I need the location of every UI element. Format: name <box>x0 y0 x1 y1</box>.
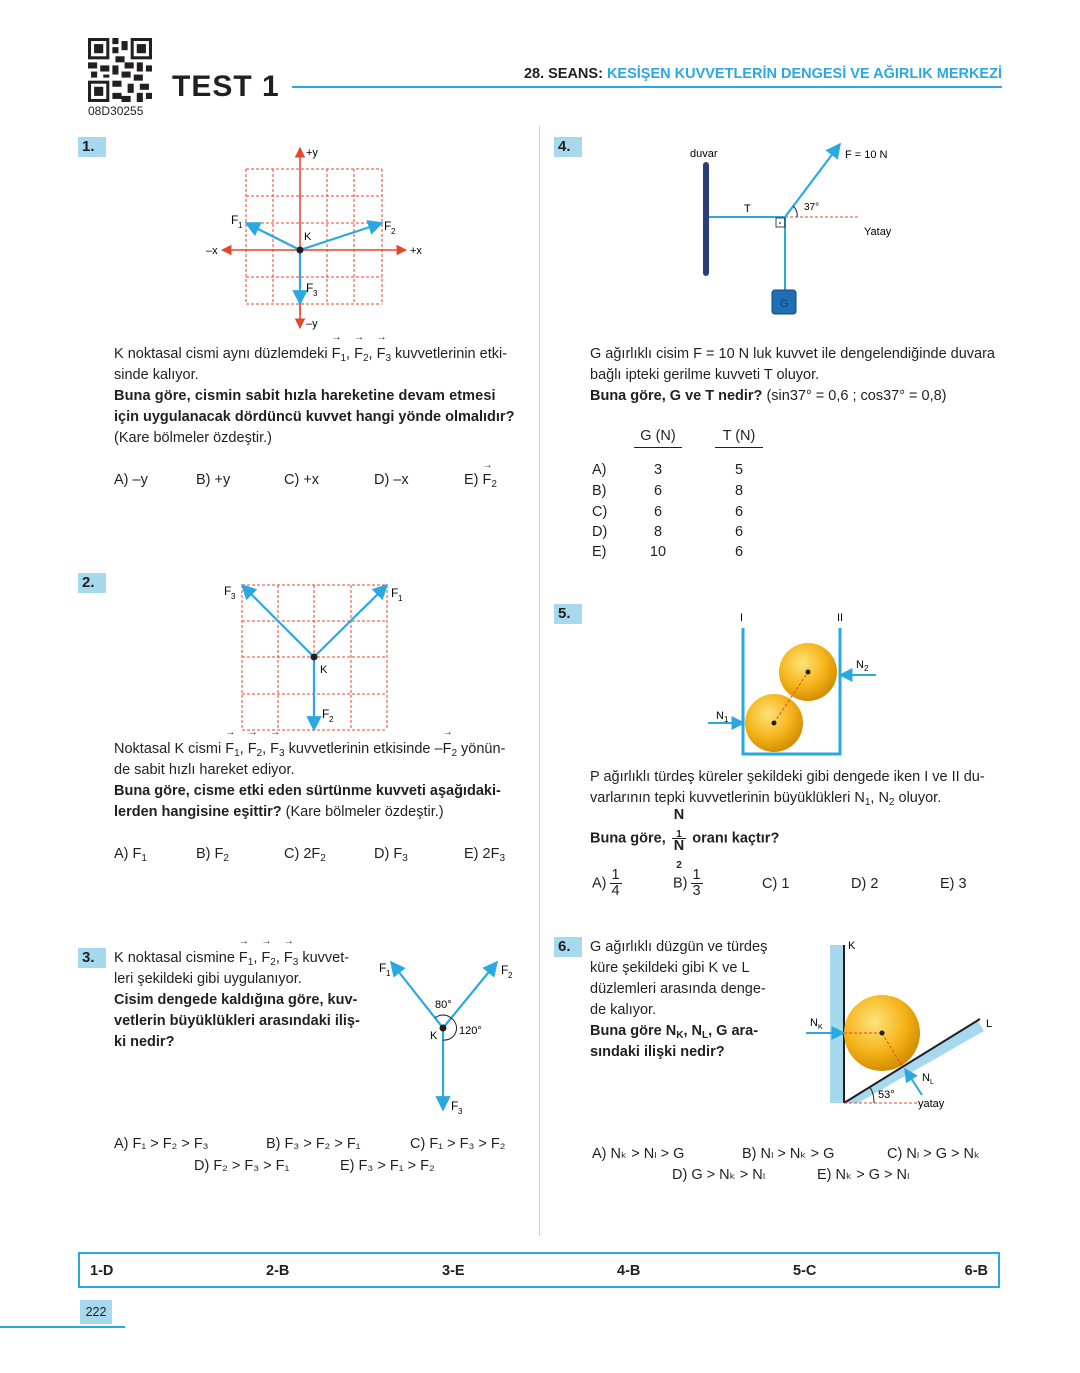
label-f1: F <box>231 213 239 227</box>
label-angle: 53° <box>878 1089 895 1101</box>
label-f1: F <box>379 961 387 975</box>
q1-text-1: K noktasal cismi aynı düzlemdeki <box>114 346 328 362</box>
session-label: 28. SEANS: <box>523 66 603 82</box>
q5-bold-1: Buna göre, <box>590 830 666 847</box>
label-wall: duvar <box>690 148 718 160</box>
q6-option-d[interactable]: D) G > Nₖ > Nₗ <box>672 1167 766 1183</box>
question-2-number: 2. <box>78 573 106 593</box>
label-angle-120: 120° <box>459 1025 482 1037</box>
label-nk-sub: K <box>818 1024 823 1031</box>
q2-option-a[interactable]: A) $F_1$ <box>114 846 147 864</box>
q3-text-2: kuvvet- <box>302 950 350 966</box>
session-topic: KESİŞEN KUVVETLERİN DENGESİ VE AĞIRLIK MERKEZİ <box>606 66 1002 82</box>
q4-bold-1: Buna göre, G ve T nedir? <box>590 388 763 404</box>
q1-bold-1: Buna göre, cismin sabit hızla hareketine devam etmesi <box>114 388 496 404</box>
q1-option-a[interactable]: A) –y <box>114 472 148 488</box>
q5-option-b[interactable]: B) $\frac{1}{3}$ <box>673 867 701 899</box>
label-angle: 37° <box>804 202 820 213</box>
question-3-number: 3. <box>78 948 106 968</box>
q4-row-b[interactable]: B) 6 8 <box>592 483 744 499</box>
q3-text-3: leri şekildeki gibi uygulanıyor. <box>114 971 302 987</box>
answer-1: 1-D <box>90 1263 114 1279</box>
answer-4: 4-B <box>617 1263 641 1279</box>
label-point-k: K <box>304 231 312 243</box>
q4-header-g: G (N) <box>634 428 682 448</box>
label-plus-x: +x <box>410 245 422 257</box>
q3-bold-1: Cisim dengede kaldığına göre, kuv- <box>114 992 358 1008</box>
column-divider <box>539 126 540 1236</box>
question-6-text: G ağırlıklı düzgün ve türdeş küre şekildeki gibi K ve L düzlemleri arasında denge- de kalıyor. Buna göre $N_K$, $N_L$, G ara- sındaki ilişki nedir? <box>590 937 780 1063</box>
q5-option-d[interactable]: D) 2 <box>851 876 879 892</box>
question-1-number: 1. <box>78 137 106 157</box>
q2-text-4: de sabit hızlı hareket ediyor. <box>114 762 295 778</box>
q4-header-t: T (N) <box>715 428 763 448</box>
q4-row-e[interactable]: E) 10 6 <box>592 544 744 560</box>
answer-3: 3-E <box>442 1263 465 1279</box>
question-5-number: 5. <box>554 604 582 624</box>
question-3-text: K noktasal $cismine \to F_1$, → $F_2$, → $F_3$ kuvvet- leri şekildeki gibi uygulanıyor. Cisim dengede kaldığına göre, kuv- vetlerin büyüklükleri arasındaki iliş- ki nedir? <box>114 948 366 1053</box>
label-plane-l: L <box>986 1018 993 1030</box>
label-nl: N <box>922 1072 930 1084</box>
q1-text-2: kuvvetlerinin etki- <box>395 346 508 362</box>
question-5-ratio <box>590 808 779 869</box>
q1-option-e[interactable]: $E) \to F_2$ <box>464 472 497 488</box>
label-f1-sub: 1 <box>238 221 243 230</box>
q2-text-2: kuvvetlerinin etkisinde – <box>288 741 443 757</box>
q1-text-3: sinde kalıyor. <box>114 367 199 383</box>
q6-option-a[interactable]: A) Nₖ > Nₗ > G <box>592 1146 685 1162</box>
q6-bold-2: sındaki ilişki nedir? <box>590 1044 725 1060</box>
q2-bold-1: Buna göre, cisme etki eden sürtünme kuvveti aşağıdaki- <box>114 783 501 799</box>
wall <box>703 162 709 276</box>
q3-option-b[interactable]: B) F₃ > F₂ > F₁ <box>266 1136 361 1152</box>
qr-code-icon <box>88 38 152 102</box>
label-f1: F <box>391 586 399 600</box>
label-f2: F <box>501 963 509 977</box>
header-rule <box>292 86 1002 88</box>
q1-note: (Kare bölmeler özdeştir.) <box>114 430 272 446</box>
q6-text-2: küre şekildeki gibi K ve L <box>590 960 750 976</box>
q5-option-c[interactable]: C) 1 <box>762 876 790 892</box>
answer-2: 2-B <box>266 1263 290 1279</box>
q3-bold-2: vetlerin büyüklükleri arasındaki iliş- <box>114 1013 360 1029</box>
question-1-figure <box>200 140 440 335</box>
plane-k <box>830 945 844 1103</box>
q3-text-1: K noktasal cismine <box>114 950 235 966</box>
q3-bold-3: ki nedir? <box>114 1034 175 1050</box>
label-angle-80: 80° <box>435 999 452 1011</box>
question-4-figure <box>680 138 910 320</box>
label-f3: F <box>451 1099 459 1113</box>
answer-5: 5-C <box>793 1263 817 1279</box>
label-point-k: K <box>430 1030 438 1042</box>
q1-bold-2: için uygulanacak dördüncü kuvvet hangi yönde olmalıdır? <box>114 409 515 425</box>
q5-text-1: P ağırlıklı türdeş küreler şekildeki gibi dengede iken I ve II du- <box>590 769 985 785</box>
q2-text-1: Noktasal K cismi <box>114 741 222 757</box>
q4-text-1: G ağırlıklı cisim F = 10 N luk kuvvet ile dengelendiğinde duvara <box>590 346 995 362</box>
question-2-text: Noktasal K cismi → $F_1$, → $F_2$, → $F_3$ kuvvetlerinin etkisinde –→ $F_2$ yönün- de sabit hızlı hareket ediyor. Buna göre, cisme etki eden sürtünme kuvveti aşağıdaki- lerden hangisine eşittir? (Kare bölmeler özdeştir.) <box>114 739 534 823</box>
q2-note: (Kare bölmeler özdeştir.) <box>285 804 444 820</box>
question-5-figure <box>700 606 890 762</box>
q3-option-e[interactable]: E) F₃ > F₁ > F₂ <box>340 1158 435 1174</box>
question-4-text <box>590 344 1010 407</box>
q4-hint: (sin37° = 0,6 ; cos37° = 0,8) <box>766 388 947 404</box>
q6-bold-1: Buna göre N <box>590 1023 677 1039</box>
label-horizontal: Yatay <box>864 226 892 238</box>
q6-text-1: G ağırlıklı düzgün ve türdeş <box>590 939 768 955</box>
label-wall-2: II <box>837 612 844 624</box>
label-plus-y: +y <box>306 147 318 159</box>
q5-text-2: varlarının tepki kuvvetlerinin büyüklükleri N <box>590 790 865 806</box>
q6-text-3: düzlemleri arasında denge- <box>590 981 766 997</box>
question-4-number: 4. <box>554 137 582 157</box>
q2-option-b[interactable]: B) $F_2$ <box>196 846 229 864</box>
q3-option-d[interactable]: D) F₂ > F₃ > F₁ <box>194 1158 290 1174</box>
label-f2-sub: 2 <box>391 227 396 236</box>
q6-text-4: de kalıyor. <box>590 1002 657 1018</box>
label-f3-sub: 3 <box>231 592 236 601</box>
label-weight: G <box>780 298 789 310</box>
label-f3: F <box>224 584 232 598</box>
q2-text-3: yönün- <box>461 741 506 757</box>
question-1-text: K noktasal cismi aynı düzlemdeki → $F_1$, → $F_2$, → $F_3$ kuvvetlerinin etki- sinde kalıyor. Buna göre, cismin sabit hızla hareketine devam etmesi için uygulanacak dördüncü kuvvet hangi yönde olmalıdır? (Kare bölmeler özdeştir.) <box>114 344 524 449</box>
q2-bold-2: lerden hangisine eşittir? <box>114 804 282 820</box>
question-6-number: 6. <box>554 937 582 957</box>
q2-option-c[interactable]: C) $2F_2$ <box>284 846 326 864</box>
q3-option-a[interactable]: A) F₁ > F₂ > F₃ <box>114 1136 209 1152</box>
label-tension: T <box>744 203 751 215</box>
force-nl-arrow <box>905 1069 922 1095</box>
q6-option-e[interactable]: E) Nₖ > G > Nₗ <box>817 1167 910 1183</box>
qr-code <box>88 38 152 102</box>
q5-bold-2: oranı kaçtır? <box>692 830 780 847</box>
label-f2: F <box>322 707 330 721</box>
label-force: F = 10 N <box>845 149 888 161</box>
q5-ratio-fraction: N $_1$ N $_2$ <box>673 807 685 871</box>
q3-option-c[interactable]: C) F₁ > F₃ > F₂ <box>410 1136 506 1152</box>
label-nl-sub: L <box>930 1079 934 1086</box>
q5-option-e[interactable]: E) 3 <box>940 876 967 892</box>
q2-option-d[interactable]: D) $F_3$ <box>374 846 408 864</box>
label-horizontal: yatay <box>918 1098 945 1110</box>
footer-rule <box>0 1326 125 1328</box>
question-3-figure <box>375 950 525 1120</box>
q6-bold-1b: , N <box>683 1023 702 1039</box>
q5-text-2c: oluyor. <box>898 790 942 806</box>
label-n2-sub: 2 <box>864 664 869 673</box>
label-f2: F <box>384 219 392 233</box>
q4-text-2: bağlı ipteki gerilme kuvveti T oluyor. <box>590 367 820 383</box>
label-n1: N <box>716 710 724 722</box>
question-6-figure <box>800 935 1010 1115</box>
question-5-text: P ağırlıklı türdeş küreler şekildeki gibi dengede iken I ve II du- varlarının tepki kuvvetlerinin büyüklükleri $N_1$, $N_2$ oluyor. <box>590 767 1010 809</box>
label-f1-sub: 1 <box>398 594 403 603</box>
session-heading <box>524 66 1002 82</box>
q1-option-d[interactable]: D) –x <box>374 472 409 488</box>
q4-row-c[interactable]: C) 6 6 <box>592 504 744 520</box>
label-wall-1: I <box>740 612 744 624</box>
label-n2: N <box>856 659 864 671</box>
label-minus-y: –y <box>306 318 318 330</box>
test-title: TEST 1 <box>172 70 280 103</box>
q1-option-e-sub: 2 <box>491 479 497 490</box>
q4-row-a[interactable]: A) 3 5 <box>592 462 744 478</box>
label-f2-sub: 2 <box>329 715 334 724</box>
label-f3-sub: 3 <box>313 289 318 298</box>
label-nk: N <box>810 1017 818 1029</box>
q5-text-2b: , N <box>870 790 889 806</box>
label-f3-sub: 3 <box>458 1107 463 1116</box>
q6-option-c[interactable]: C) Nₗ > G > Nₖ <box>887 1146 981 1162</box>
qr-code-id: 08D30255 <box>88 104 144 118</box>
label-f1-sub: 1 <box>386 969 391 978</box>
label-point-k: K <box>320 664 328 676</box>
force-f2-arrow <box>300 223 382 250</box>
q5-option-a[interactable]: A) $\frac{1}{4}$ <box>592 867 620 899</box>
q6-option-b[interactable]: B) Nₗ > Nₖ > G <box>742 1146 835 1162</box>
question-2-figure <box>215 575 415 735</box>
page-number: 222 <box>80 1300 112 1324</box>
q1-option-c[interactable]: C) +x <box>284 472 320 488</box>
q1-option-b[interactable]: B) +y <box>196 472 231 488</box>
answer-key-box <box>78 1252 1000 1288</box>
label-f2-sub: 2 <box>508 971 513 980</box>
answer-6: 6-B <box>964 1263 988 1279</box>
q4-row-d[interactable]: D) 8 6 <box>592 524 744 540</box>
label-plane-k: K <box>848 940 856 952</box>
q6-bold-1c: , G ara- <box>708 1023 759 1039</box>
q2-option-e[interactable]: E) $2F_3$ <box>464 846 506 864</box>
label-n1-sub: 1 <box>724 715 729 724</box>
label-minus-x: –x <box>206 245 218 257</box>
label-f3: F <box>306 281 314 295</box>
